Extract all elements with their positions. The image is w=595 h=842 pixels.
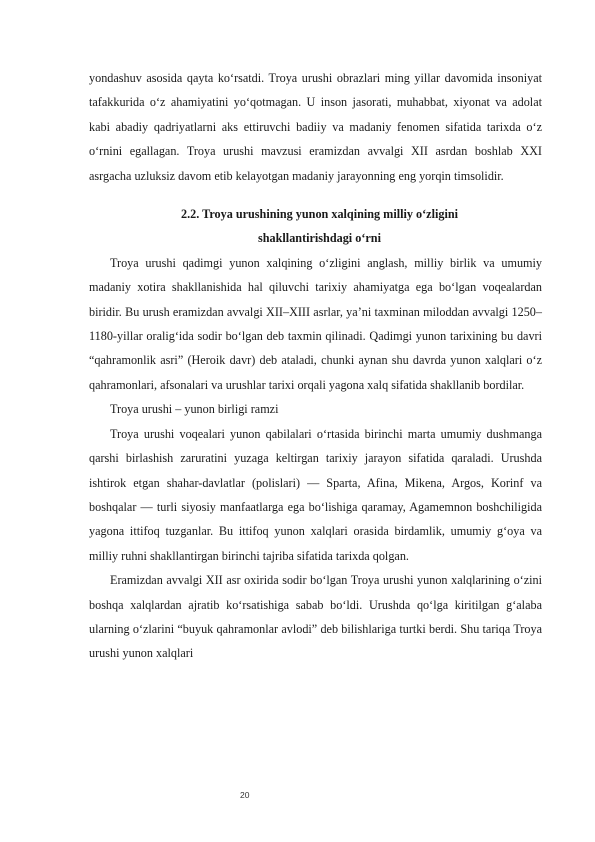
- subheading-unity-symbol: Troya urushi – yunon birligi ramzi: [110, 402, 279, 417]
- section-heading: [89, 202, 542, 251]
- paragraph-intro: Troya urushi qadimgi yunon xalqining o‘zligini anglash, milliy birlik va umumiy madaniy xotira shakllanishida hal qiluvchi tarixiy ahamiyatga ega bo‘lgan voqealardan biridir. Bu urush eramizdan avvalgi XII–XIII asrlar, ya’ni taxminan miloddan avvalgi 1250–1180-yillar oralig‘ida sodir bo‘lgan deb taxmin qilinadi. Qadimgi yunon tarixining bu davri “qahramonlik asri” (Heroik davr) deb ataladi, chunki aynan shu davrda yunon xalqlari o‘z qahramonlari, afsonalari va urushlar tarixi orqali yagona xalq sifatida shakllanib bordilar.: [89, 255, 542, 392]
- paragraph-identity: Eramizdan avvalgi XII asr oxirida sodir bo‘lgan Troya urushi yunon xalqlarining o‘zini boshqa xalqlardan ajratib ko‘rsatishiga sabab bo‘ldi. Urushda qo‘lga kiritilgan g‘alaba ularning o‘zlarini “buyuk qahramonlar avlodi” deb bilishlariga turtki berdi. Shu tariqa Troya urushi yunon xalqlari: [89, 573, 542, 661]
- document-page: [89, 66, 542, 666]
- paragraph-continuation: yondashuv asosida qayta ko‘rsatdi. Troya urushi obrazlari ming yillar davomida insoniyat tafakkurida o‘z ahamiyatini yo‘qotmagan. U inson jasorati, muhabbat, xiyonat va adolat kabi abadiy qadriyatlarni aks ettiruvchi badiiy va madaniy fenomen sifatida tarixda o‘z o‘rnini egallagan. Troya urushi mavzusi eramizdan avvalgi XII asrdan boshlab XXI asrgacha uzluksiz davom etib kelayotgan madaniy jarayonning eng yorqin timsolidir.: [89, 71, 542, 183]
- section-heading-line-1: 2.2. Troya urushining yunon xalqining milliy o‘zligini: [180, 207, 458, 222]
- page-number: 20: [240, 790, 250, 800]
- section-heading-line-2: shakllantirishdagi o‘rni: [258, 231, 381, 246]
- paragraph-unity: Troya urushi voqealari yunon qabilalari o‘rtasida birinchi marta umumiy dushmanga qarshi birlashish zaruratini yuzaga keltirgan tarixiy jarayon sifatida qaraladi. Urushda ishtirok etgan shahar-davlatlar (polislari) — Sparta, Afina, Mikena, Argos, Korinf va boshqalar — turli siyosiy manfaatlarga ega bo‘lishiga qaramay, Agamemnon boshchiligida yagona ittifoq tuzganlar. Bu ittifoq yunon xalqlari orasida birdamlik, umumiy g‘oya va milliy ruhni shakllantirgan birinchi tajriba sifatida tarixda qolgan.: [89, 426, 542, 563]
